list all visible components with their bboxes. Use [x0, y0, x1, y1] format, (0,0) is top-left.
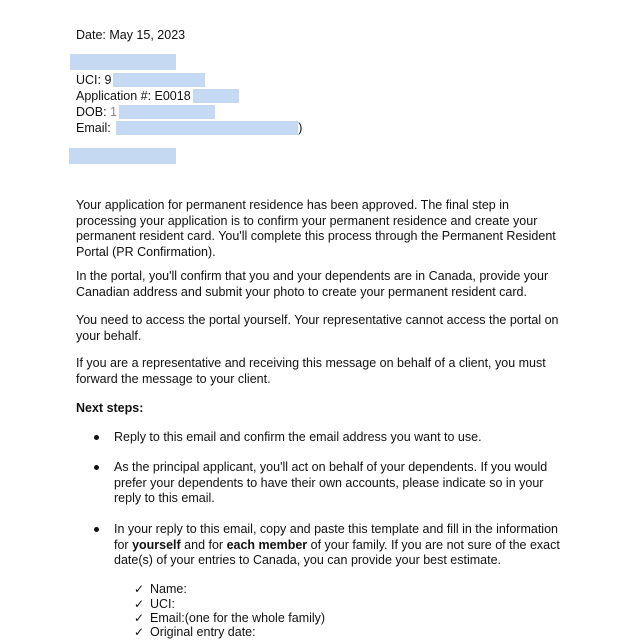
template-field-label: Original entry date: — [150, 625, 256, 639]
email-line — [76, 121, 302, 137]
paragraph-line: Portal (PR Confirmation). — [76, 244, 216, 259]
bullet-text: As the principal applicant, you'll act on behalf of your dependents. If you would — [114, 460, 548, 474]
paragraph-line: Your application for permanent residence has been approved. The final step in — [76, 198, 509, 212]
paragraph-approval — [76, 198, 576, 260]
template-field-label: UCI: — [150, 597, 175, 611]
checkmark-icon: ✓ — [134, 625, 145, 639]
bullet-text: prefer your dependents to have their own accounts, please indicate so in your — [114, 475, 544, 490]
dob-fragment: 1 — [110, 105, 117, 119]
uci-line — [76, 73, 205, 89]
uci-label: UCI: 9 — [76, 73, 112, 87]
bullet-text-bold: each member — [226, 537, 308, 552]
redacted-salutation — [69, 148, 176, 164]
paragraph-access — [76, 313, 576, 344]
bullet-dot-icon — [94, 527, 99, 532]
application-label: Application #: E0018 — [76, 89, 191, 103]
dob-line — [76, 105, 215, 121]
letter-date: Date: May 15, 2023 — [76, 28, 186, 42]
email-label: Email: — [76, 121, 115, 135]
email-fragment-end: ) — [298, 121, 303, 135]
application-line — [76, 89, 239, 105]
paragraph-line: You need to access the portal yourself. Your representative cannot access the portal on — [76, 313, 559, 327]
redacted-uci — [113, 73, 205, 87]
paragraph-line: forward the message to your client. — [76, 371, 271, 386]
next-steps-heading: Next steps: — [76, 401, 144, 415]
checkmark-icon: ✓ — [134, 611, 145, 625]
bullet-text-segment: and for — [180, 537, 227, 552]
paragraph-representative — [76, 356, 576, 387]
paragraph-portal — [76, 269, 576, 300]
bullet-text: reply to this email. — [114, 491, 215, 505]
paragraph-line: processing your application is to confirm your permanent residence and create your — [76, 213, 538, 228]
bullet-text — [114, 537, 560, 554]
bullet-text-segment: of your family. If you are not sure of the exact — [307, 537, 560, 552]
paragraph-line: In the portal, you'll confirm that you and your dependents are in Canada, provide your — [76, 269, 549, 283]
bullet-dot-icon — [94, 435, 99, 440]
bullet-text-segment: for — [114, 537, 133, 552]
template-field-name — [134, 582, 187, 598]
bullet-text: date(s) of your entries to Canada, you can provide your best estimate. — [114, 553, 502, 567]
paragraph-line: If you are a representative and receiving this message on behalf of a client, you must — [76, 356, 546, 370]
template-field-entry-date — [134, 625, 256, 641]
template-field-label: Name: — [150, 582, 187, 596]
dob-label: DOB: — [76, 105, 111, 119]
redacted-application-number — [193, 89, 239, 103]
paragraph-line: Canadian address and submit your photo to create your permanent resident card. — [76, 284, 527, 299]
paragraph-line: permanent resident card. You'll complete this process through the Permanent Resident — [76, 229, 556, 243]
paragraph-line: your behalf. — [76, 328, 142, 343]
bullet-text: In your reply to this email, copy and paste this template and fill in the information — [114, 522, 558, 536]
redacted-name — [70, 54, 176, 70]
redacted-dob — [119, 105, 215, 119]
redacted-email — [116, 121, 298, 135]
bullet-dot-icon — [94, 465, 99, 470]
template-field-label: Email:(one for the whole family) — [150, 611, 326, 625]
bullet-text-bold: yourself — [132, 537, 181, 552]
bullet-text: Reply to this email and confirm the email address you want to use. — [114, 430, 482, 444]
checkmark-icon: ✓ — [134, 597, 145, 611]
checkmark-icon: ✓ — [134, 582, 145, 596]
